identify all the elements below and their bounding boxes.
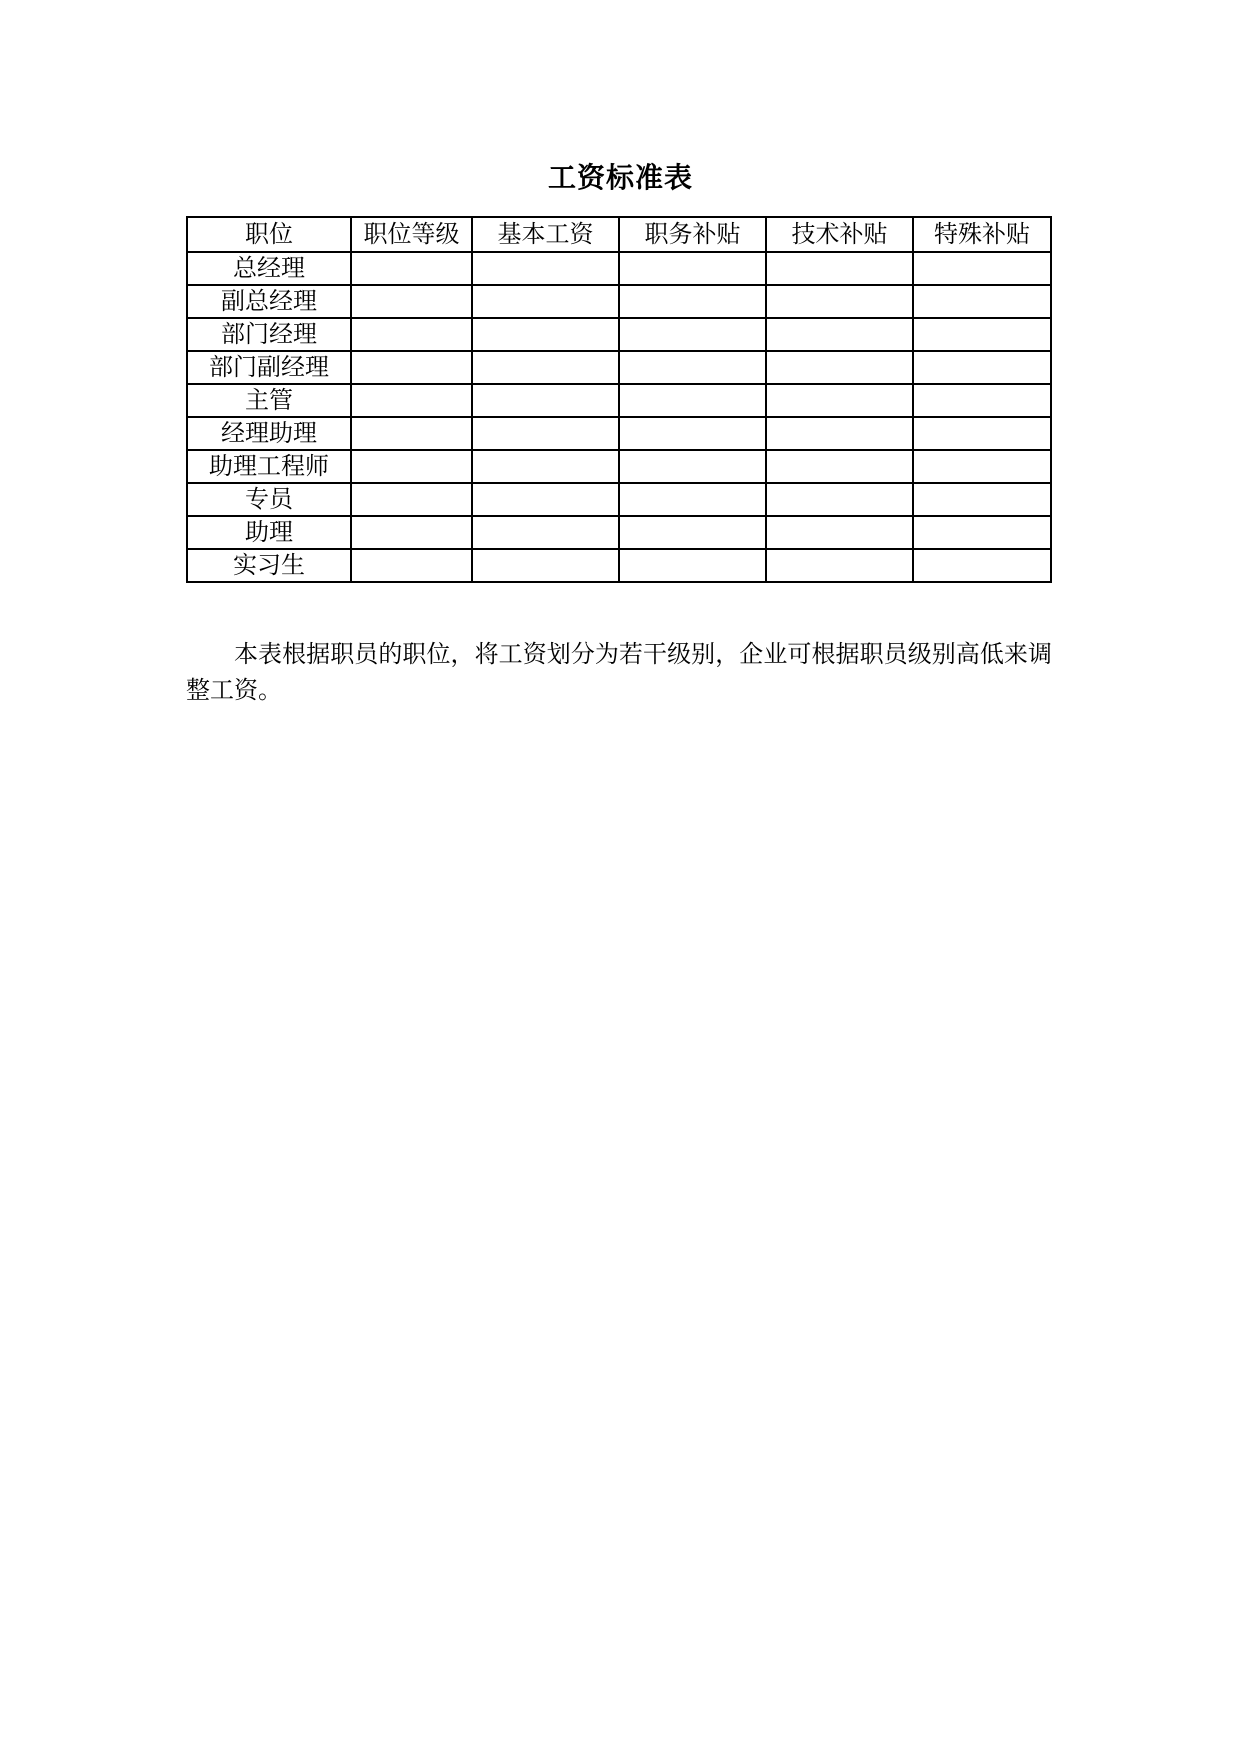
table-row	[187, 417, 1051, 450]
cell-grade	[351, 351, 472, 384]
cell-grade	[351, 252, 472, 285]
cell-base-salary	[472, 483, 619, 516]
table-row	[187, 483, 1051, 516]
salary-standard-table	[186, 216, 1052, 583]
cell-base-salary	[472, 285, 619, 318]
cell-duty-allowance	[619, 549, 766, 582]
header-base-salary: 基本工资	[472, 217, 619, 252]
table-row	[187, 351, 1051, 384]
cell-base-salary	[472, 450, 619, 483]
table-row	[187, 516, 1051, 549]
table-row	[187, 450, 1051, 483]
cell-special-allowance	[913, 318, 1051, 351]
cell-grade	[351, 417, 472, 450]
cell-special-allowance	[913, 252, 1051, 285]
cell-duty-allowance	[619, 483, 766, 516]
cell-duty-allowance	[619, 516, 766, 549]
cell-grade	[351, 549, 472, 582]
cell-position: 经理助理	[187, 417, 351, 450]
header-position: 职位	[187, 217, 351, 252]
table-row	[187, 252, 1051, 285]
cell-special-allowance	[913, 516, 1051, 549]
header-grade: 职位等级	[351, 217, 472, 252]
table-header-row	[187, 217, 1051, 252]
cell-grade	[351, 483, 472, 516]
page-title: 工资标准表	[547, 161, 693, 194]
cell-base-salary	[472, 417, 619, 450]
cell-position: 部门经理	[187, 318, 351, 351]
cell-tech-allowance	[766, 384, 913, 417]
cell-grade	[351, 516, 472, 549]
cell-base-salary	[472, 318, 619, 351]
cell-position: 主管	[187, 384, 351, 417]
cell-grade	[351, 285, 472, 318]
header-tech-allowance: 技术补贴	[766, 217, 913, 252]
cell-special-allowance	[913, 450, 1051, 483]
table-row	[187, 318, 1051, 351]
cell-special-allowance	[913, 549, 1051, 582]
cell-grade	[351, 450, 472, 483]
table-note-paragraph: 本表根据职员的职位，将工资划分为若干级别，企业可根据职员级别高低来调整工资。	[186, 640, 1052, 704]
cell-tech-allowance	[766, 549, 913, 582]
cell-tech-allowance	[766, 483, 913, 516]
cell-position: 专员	[187, 483, 351, 516]
cell-duty-allowance	[619, 252, 766, 285]
cell-special-allowance	[913, 351, 1051, 384]
table-row	[187, 549, 1051, 582]
cell-duty-allowance	[619, 384, 766, 417]
table-row	[187, 285, 1051, 318]
cell-base-salary	[472, 516, 619, 549]
cell-base-salary	[472, 351, 619, 384]
cell-tech-allowance	[766, 285, 913, 318]
cell-duty-allowance	[619, 450, 766, 483]
cell-tech-allowance	[766, 252, 913, 285]
header-duty-allowance: 职务补贴	[619, 217, 766, 252]
cell-position: 副总经理	[187, 285, 351, 318]
cell-position: 实习生	[187, 549, 351, 582]
cell-base-salary	[472, 549, 619, 582]
cell-position: 助理	[187, 516, 351, 549]
cell-special-allowance	[913, 483, 1051, 516]
cell-tech-allowance	[766, 318, 913, 351]
cell-base-salary	[472, 384, 619, 417]
cell-position: 部门副经理	[187, 351, 351, 384]
cell-special-allowance	[913, 417, 1051, 450]
cell-duty-allowance	[619, 285, 766, 318]
cell-base-salary	[472, 252, 619, 285]
cell-duty-allowance	[619, 318, 766, 351]
cell-duty-allowance	[619, 351, 766, 384]
cell-special-allowance	[913, 285, 1051, 318]
cell-duty-allowance	[619, 417, 766, 450]
cell-tech-allowance	[766, 450, 913, 483]
cell-position: 助理工程师	[187, 450, 351, 483]
cell-tech-allowance	[766, 516, 913, 549]
cell-position: 总经理	[187, 252, 351, 285]
table-row	[187, 384, 1051, 417]
header-special-allowance: 特殊补贴	[913, 217, 1051, 252]
cell-grade	[351, 318, 472, 351]
cell-tech-allowance	[766, 417, 913, 450]
cell-tech-allowance	[766, 351, 913, 384]
cell-grade	[351, 384, 472, 417]
cell-special-allowance	[913, 384, 1051, 417]
